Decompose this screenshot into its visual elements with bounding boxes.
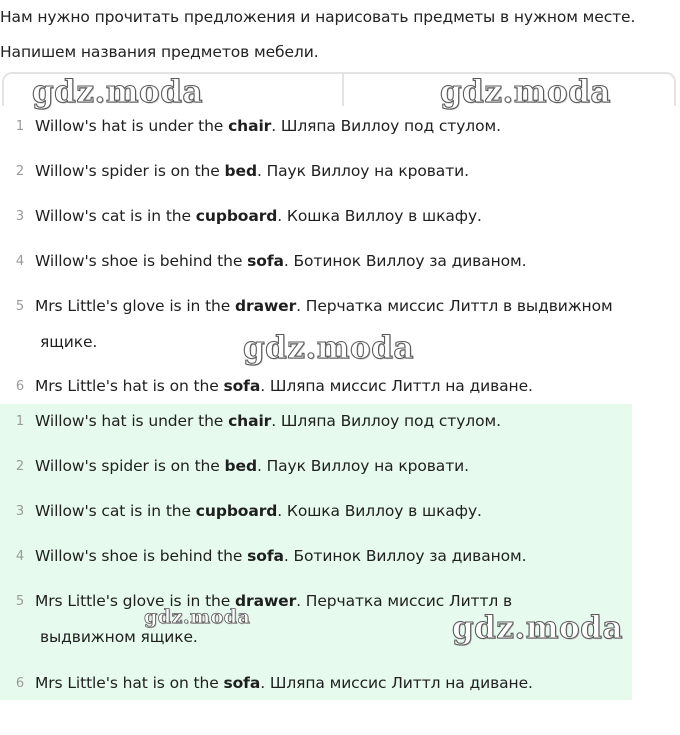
item-text: Willow's hat is under the chair. Шляпа Виллоу под стулом. [35,412,501,430]
item-text: Willow's cat is in the cupboard. Кошка Виллоу в шкафу. [35,207,482,225]
item-text: Mrs Little's glove is in the drawer. Перчатка миссис Литтл в [35,592,513,610]
watermark-logo: gdz.moda [243,330,414,366]
item-number: 1 [15,119,25,134]
item-text: Willow's spider is on the bed. Паук Виллоу на кровати. [35,162,469,180]
item-text: Mrs Little's glove is in the drawer. Перчатка миссис Литтл в выдвижном [35,297,613,315]
item-number: 3 [15,504,25,519]
intro-line-2: Напишем названия предметов мебели. [0,43,319,61]
item-text-continued: выдвижном ящике. [40,628,198,646]
item-number: 2 [15,164,25,179]
item-text: Willow's cat is in the cupboard. Кошка Виллоу в шкафу. [35,502,482,520]
item-number: 6 [15,379,25,394]
item-text: Willow's hat is under the chair. Шляпа Виллоу под стулом. [35,117,501,135]
item-number: 5 [15,594,25,609]
item-text: Willow's shoe is behind the sofa. Ботинок Виллоу за диваном. [35,547,527,565]
item-number: 4 [15,254,25,269]
item-number: 3 [15,209,25,224]
item-number: 6 [15,676,25,691]
item-number: 4 [15,549,25,564]
item-text: Mrs Little's hat is on the sofa. Шляпа миссис Литтл на диване. [35,377,533,395]
item-number: 2 [15,459,25,474]
watermark-logo: gdz.moda [32,74,203,110]
item-text: Mrs Little's hat is on the sofa. Шляпа миссис Литтл на диване. [35,674,533,692]
item-text: Willow's shoe is behind the sofa. Ботинок Виллоу за диваном. [35,252,527,270]
watermark-logo: gdz.moda [440,74,611,110]
watermark-logo: gdz.moda [144,606,251,628]
item-text: Willow's spider is on the bed. Паук Виллоу на кровати. [35,457,469,475]
item-text-continued: ящике. [40,333,98,351]
watermark-logo: gdz.moda [452,610,623,646]
item-number: 1 [15,414,25,429]
tab-divider [342,74,344,106]
item-number: 5 [15,299,25,314]
intro-line-1: Нам нужно прочитать предложения и нарисовать предметы в нужном месте. [0,8,636,26]
